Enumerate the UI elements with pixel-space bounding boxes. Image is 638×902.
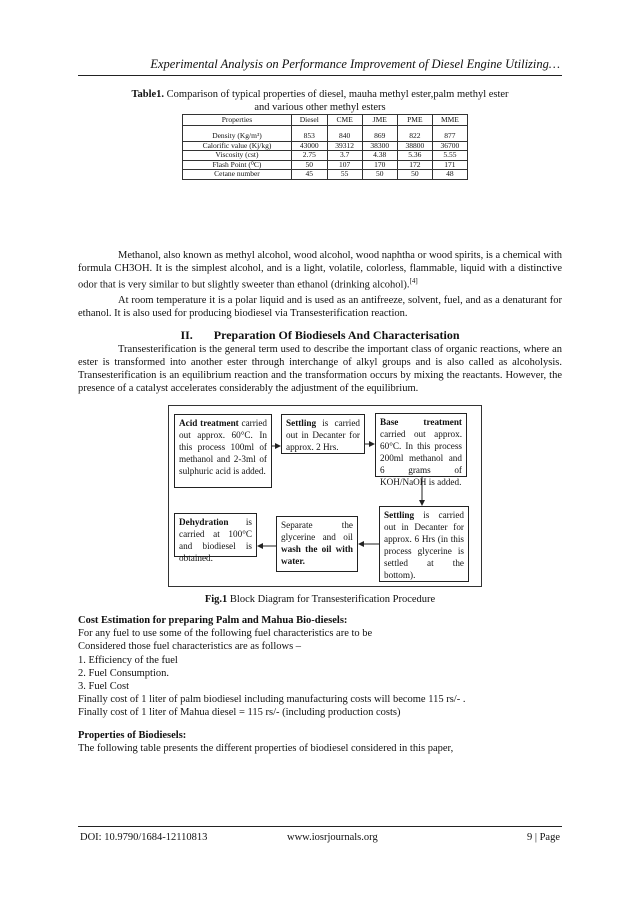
value-cell: 840 [327, 132, 362, 141]
block-diagram [168, 405, 482, 587]
paragraph-transesterification: Transesterification is the general term used to describe the important class of organic reactions, where an ester is transformed into another ester through interchange of alkyl groups and is also called as alcoholysis. Transesterification is an equilibrium reaction and the transformation occurs by mixing the reactants. However, the presence of a catalyst accelerates considerably the adjustment of the equilibrium. [78, 344, 562, 394]
value-cell: 853 [291, 132, 327, 141]
table-row [183, 151, 468, 161]
section-number: II. [180, 328, 193, 342]
properties-block [78, 729, 562, 755]
table-header-row [183, 115, 468, 126]
paragraph-text: Methanol, also known as methyl alcohol, wood alcohol, wood naphtha or wood spirits, is a chemical with formula CH3OH. It is the simplest alcohol, and is a light, volatile, colorless, flammable, liquid with a distinctive odor that is very similar to but slightly sweeter than ethanol (drinking alcohol). [78, 250, 562, 291]
value-cell: 171 [432, 160, 467, 170]
list-item: 1. Efficiency of the fuel [78, 654, 178, 666]
box-text: is carried at 100°C and biodiesel is obtained. [179, 517, 252, 563]
cost-line: For any fuel to use some of the following fuel characteristics are to be [78, 628, 373, 640]
list-item: 3. Fuel Cost [78, 681, 130, 693]
value-cell: 822 [397, 132, 432, 141]
value-cell: 43000 [291, 141, 327, 151]
figure-label: Fig.1 [204, 594, 228, 605]
value-cell: 38800 [397, 141, 432, 151]
value-cell: 36700 [432, 141, 467, 151]
cost-line: Finally cost of 1 liter of palm biodiesel including manufacturing costs will become 115 rs/- . [78, 694, 466, 706]
properties-heading: Properties of Biodiesels: [78, 730, 187, 741]
box-text: carried out approx. 60°C. In this process 100ml of methanol and 2-3ml of sulphuric acid is added. [179, 418, 268, 476]
value-cell: 170 [362, 160, 397, 170]
col-header: MME [432, 115, 467, 126]
col-header: JME [362, 115, 397, 126]
col-header: PME [397, 115, 432, 126]
properties-line: The following table presents the different properties of biodiesel considered in this paper, [78, 743, 454, 755]
list-item: 2. Fuel Consumption. [78, 667, 170, 679]
figure-caption [80, 594, 560, 605]
paragraph-room-temperature: At room temperature it is a polar liquid and is used as an antifreeze, solvent, fuel, and as a denaturant for ethanol. It is also used for producing biodiesel via Transesterification reaction. [78, 295, 562, 319]
cost-line: Considered those fuel characteristics are as follows – [78, 641, 302, 653]
value-cell: 3.7 [327, 151, 362, 161]
value-cell: 50 [397, 170, 432, 180]
figure-caption-text: Block Diagram for Transesterification Procedure [227, 594, 436, 605]
header-rule [78, 75, 562, 76]
col-header: Properties [183, 115, 292, 126]
table-caption [80, 88, 560, 114]
box-text: Separate the glycerine and oil [281, 520, 353, 542]
value-cell: 48 [432, 170, 467, 180]
footer-rule [78, 826, 562, 827]
box-bold: Dehydration [179, 517, 229, 527]
value-cell: 39312 [327, 141, 362, 151]
property-cell: Cetane number [183, 170, 292, 180]
box-bold: Acid treatment [179, 418, 239, 428]
box-text: carried out approx. 60°C. In this process 200ml methanol and 6 grams of KOH/NaOH is added. [380, 429, 462, 487]
value-cell: 50 [291, 160, 327, 170]
box-bold: Base treatment [380, 417, 462, 427]
value-cell: 4.38 [362, 151, 397, 161]
section-title: Preparation Of Biodiesels And Characterisation [213, 328, 460, 342]
value-cell: 55 [327, 170, 362, 180]
value-cell: 50 [362, 170, 397, 180]
footer-page: 9 | Page [526, 832, 560, 843]
property-cell: Density (Kg/m³) [183, 132, 292, 141]
paragraph-methanol [78, 249, 562, 292]
cost-line: Finally cost of 1 liter of Mahua diesel = 115 rs/- (including production costs) [78, 707, 401, 719]
cost-heading: Cost Estimation for preparing Palm and Mahua Bio-diesels: [78, 615, 348, 626]
value-cell: 5.36 [397, 151, 432, 161]
table-caption-line1: Comparison of typical properties of diesel, mauha methyl ester,palm methyl ester [166, 89, 509, 100]
value-cell: 107 [327, 160, 362, 170]
value-cell: 869 [362, 132, 397, 141]
diagram-arrows [169, 406, 481, 586]
table-row [183, 132, 468, 141]
footer-site: www.iosrjournals.org [287, 832, 378, 843]
value-cell: 38300 [362, 141, 397, 151]
col-header: Diesel [291, 115, 327, 126]
col-header: CME [327, 115, 362, 126]
table-row [183, 170, 468, 180]
box-bold: Settling [384, 510, 415, 520]
box-bold: Settling [286, 418, 317, 428]
citation: [4] [409, 277, 418, 285]
table-label: Table1. [131, 89, 165, 100]
value-cell: 877 [432, 132, 467, 141]
box-text: is carried out in Decanter for approx. 2 Hrs. [286, 418, 360, 452]
value-cell: 45 [291, 170, 327, 180]
value-cell: 2.75 [291, 151, 327, 161]
property-cell: Viscosity (cst) [183, 151, 292, 161]
section-heading [80, 328, 560, 343]
value-cell: 5.55 [432, 151, 467, 161]
footer-doi: DOI: 10.9790/1684-12110813 [80, 832, 208, 843]
table-caption-line2: and various other methyl esters [254, 102, 386, 113]
property-cell: Calorific value (Kj/kg) [183, 141, 292, 151]
property-cell: Flash Point (⁰C) [183, 160, 292, 170]
properties-table [182, 114, 468, 180]
cost-estimation-block [78, 614, 562, 720]
running-header: Experimental Analysis on Performance Improvement of Diesel Engine Utilizing… [150, 57, 560, 71]
value-cell: 172 [397, 160, 432, 170]
box-bold: wash the oil with water. [281, 544, 353, 566]
box-text: is carried out in Decanter for approx. 6 Hrs (in this process glycerine is settled at the bottom). [384, 510, 464, 580]
